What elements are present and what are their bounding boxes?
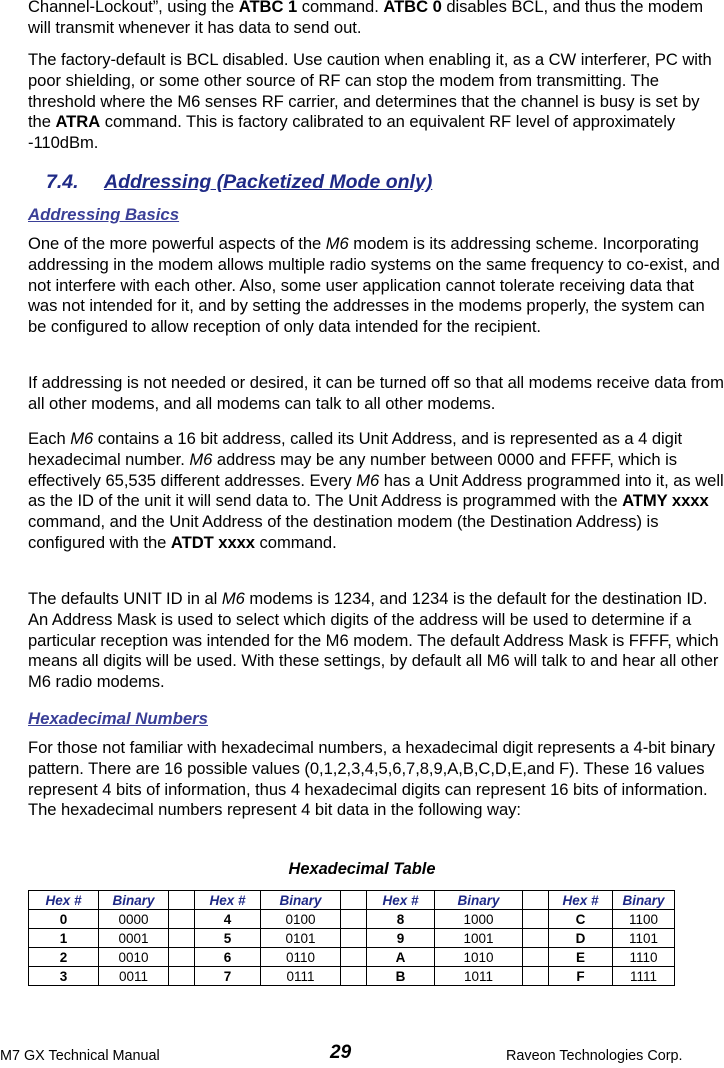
hexadecimal-table [28,890,675,986]
header-binary: Binary [99,891,169,910]
binary-cell: 0010 [99,948,169,967]
hex-cell: 6 [195,948,261,967]
hex-cell: 0 [29,910,99,929]
binary-cell: 1101 [613,929,675,948]
hex-cell: 1 [29,929,99,948]
hex-cell: 7 [195,967,261,986]
hex-cell: C [549,910,613,929]
binary-cell: 1011 [435,967,523,986]
header-hex: Hex # [367,891,435,910]
footer-company: Raveon Technologies Corp. [506,1048,683,1064]
hex-cell: A [367,948,435,967]
page-number: 29 [330,1042,352,1063]
hex-cell: F [549,967,613,986]
header-hex: Hex # [549,891,613,910]
subheading-addressing-basics: Addressing Basics [28,205,180,224]
binary-cell: 0101 [261,929,341,948]
binary-cell: 0011 [99,967,169,986]
hex-cell: 9 [367,929,435,948]
binary-cell: 0000 [99,910,169,929]
hex-cell: 3 [29,967,99,986]
binary-cell: 1111 [613,967,675,986]
footer-manual-title: M7 GX Technical Manual [0,1048,160,1064]
hex-cell: 2 [29,948,99,967]
section-heading: 7.4. Addressing (Packetized Mode only) [46,171,433,193]
binary-cell: 1110 [613,948,675,967]
hex-cell: 5 [195,929,261,948]
paragraph-defaults: The defaults UNIT ID in al M6 modems is 1234, and 1234 is the default for the destination ID. An Address Mask is used to select which digits of the address will be used to determine if a particular reception was intended for the M6 modem. The default Address Mask is FFFF, which means all digits will be used. With these settings, by default all M6 will talk to and hear all other M6 radio modems. [28,589,719,692]
binary-cell: 0111 [261,967,341,986]
subheading-hexadecimal-numbers: Hexadecimal Numbers [28,709,209,728]
hex-cell: D [549,929,613,948]
header-binary: Binary [613,891,675,910]
table-row [29,929,675,948]
binary-cell: 1001 [435,929,523,948]
binary-cell: 1010 [435,948,523,967]
header-binary: Binary [261,891,341,910]
hex-cell: 8 [367,910,435,929]
paragraph-addressing-intro: One of the more powerful aspects of the M6 modem is its addressing scheme. Incorporating addressing in the modem allows multiple radio systems on the same frequency to co-exist, and not interfere with each other. Also, some user application cannot tolerate receiving data that was not intended for it, and by setting the addresses in the modems properly, the system can be configured to allow reception of only data intended for the recipient. [28,234,720,337]
hex-cell: E [549,948,613,967]
hex-cell: B [367,967,435,986]
table-row [29,967,675,986]
header-binary: Binary [435,891,523,910]
paragraph-bcl-command: Channel-Lockout”, using the ATBC 1 command. ATBC 0 disables BCL, and thus the modem will transmit whenever it has data to send out. [28,0,704,37]
binary-cell: 0100 [261,910,341,929]
paragraph-addressing-off: If addressing is not needed or desired, it can be turned off so that all modems receive data from all other modems, and all modems can talk to all other modems. [28,373,724,413]
header-hex: Hex # [29,891,99,910]
binary-cell: 0001 [99,929,169,948]
table-row [29,948,675,967]
table-caption: Hexadecimal Table [288,860,436,878]
page-footer [0,1042,724,1068]
table-header-row [29,891,675,910]
table-row [29,910,675,929]
paragraph-unit-address: Each M6 contains a 16 bit address, called its Unit Address, and is represented as a 4 digit hexadecimal number. M6 address may be any number between 0000 and FFFF, which is effectively 65,535 different addresses. Every M6 has a Unit Address programmed into it, as well as the ID of the unit it will send data to. The Unit Address is programmed with the ATMY xxxx command, and the Unit Address of the destination modem (the Destination Address) is configured with the ATDT xxxx command. [28,429,724,552]
binary-cell: 0110 [261,948,341,967]
hex-cell: 4 [195,910,261,929]
binary-cell: 1100 [613,910,675,929]
header-hex: Hex # [195,891,261,910]
paragraph-bcl-default: The factory-default is BCL disabled. Use caution when enabling it, as a CW interferer, PC with poor shielding, or some other source of RF can stop the modem from transmitting. The threshold where the M6 senses RF carrier, and determines that the channel is busy is set by the ATRA command. This is factory calibrated to an equivalent RF level of approximately -110dBm. [28,50,712,153]
binary-cell: 1000 [435,910,523,929]
paragraph-hexadecimal: For those not familiar with hexadecimal numbers, a hexadecimal digit represents a 4-bit binary pattern. There are 16 possible values (0,1,2,3,4,5,6,7,8,9,A,B,C,D,E,and F). These 16 values represent 4 bits of information, thus 4 hexadecimal digits can represent 16 bits of information. The hexadecimal numbers represent 4 bit data in the following way: [28,738,716,820]
